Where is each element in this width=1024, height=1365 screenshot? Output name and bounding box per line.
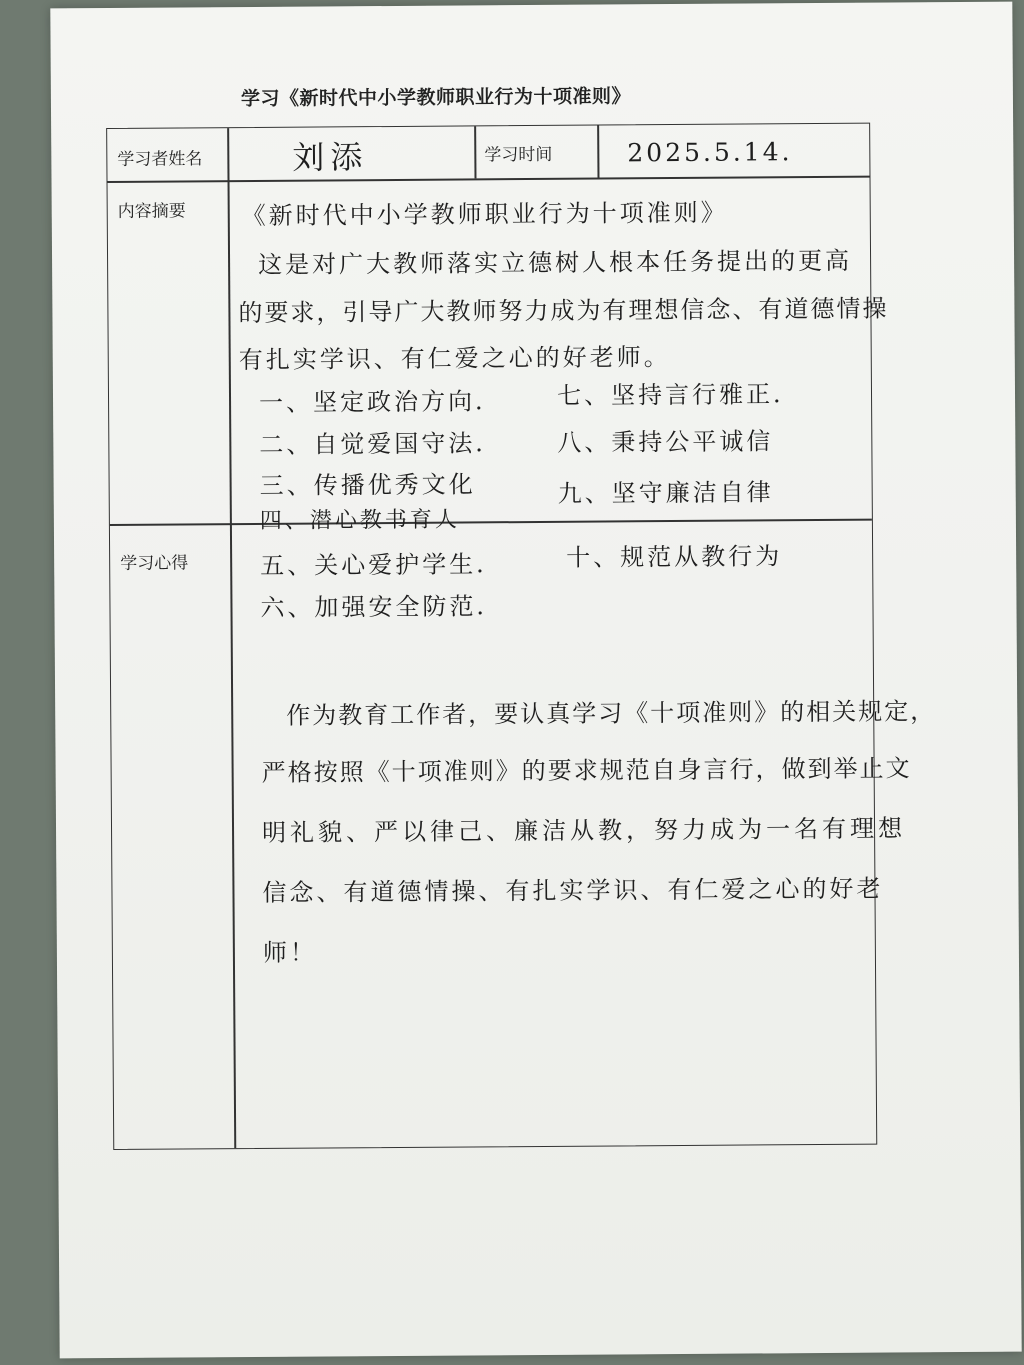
row-divider-header [108,176,870,183]
summary-item: 七、坚持言行雅正． [556,380,801,410]
summary-line-3: 的要求，引导广大教师努力成为有理想信念、有道德情操 [238,294,889,328]
header-divider-2 [597,126,599,178]
reflection-item: 六、加强安全防范． [260,592,504,622]
document-title: 学习《新时代中小学教师职业行为十项准则》 [240,85,632,111]
summary-item: 一、坚定政治方向． [258,387,503,417]
time-value: 2025.5.14. [627,137,793,168]
summary-item: 八、秉持公平诚信 [557,427,774,457]
name-value: 刘添 [292,138,369,177]
summary-line-2: 这是对广大教师落实立德树人根本任务提出的更高 [257,246,853,279]
summary-item: 二、自觉爱国守法． [259,429,503,459]
time-label: 学习时间 [484,144,553,166]
name-label: 学习者姓名 [117,149,203,170]
summary-item: 九、坚守廉洁自律 [557,478,774,508]
summary-label: 内容摘要 [117,201,186,222]
study-form-table [106,123,937,1150]
reflection-line-4: 信念、有道德情操、有扎实学识、有仁爱之心的好老 [262,874,884,907]
reflection-item: 十、规范从教行为 [566,542,783,572]
reflection-item: 五、关心爱护学生． [260,550,504,580]
reflection-line-2: 严格按照《十项准则》的要求规范自身言行，做到举止文 [261,754,912,787]
reflection-line-5: 师！ [262,938,317,967]
reflection-line-1: 作为教育工作者，要认真学习《十项准则》的相关规定， [286,697,937,730]
summary-line-1: 《新时代中小学教师职业行为十项准则》 [241,198,728,231]
summary-line-4: 有扎实学识、有仁爱之心的好老师。 [238,343,671,375]
paper-sheet [50,2,1021,1359]
reflection-line-3: 明礼貌、严以律己、廉洁从教，努力成为一名有理想 [261,814,907,847]
summary-item: 四、潜心教书育人 [259,507,460,534]
label-column-divider [227,128,236,1148]
summary-item: 三、传播优秀文化 [259,470,476,500]
reflection-label: 学习心得 [120,553,189,574]
header-divider-1 [474,126,476,178]
row-divider-summary [110,519,872,526]
